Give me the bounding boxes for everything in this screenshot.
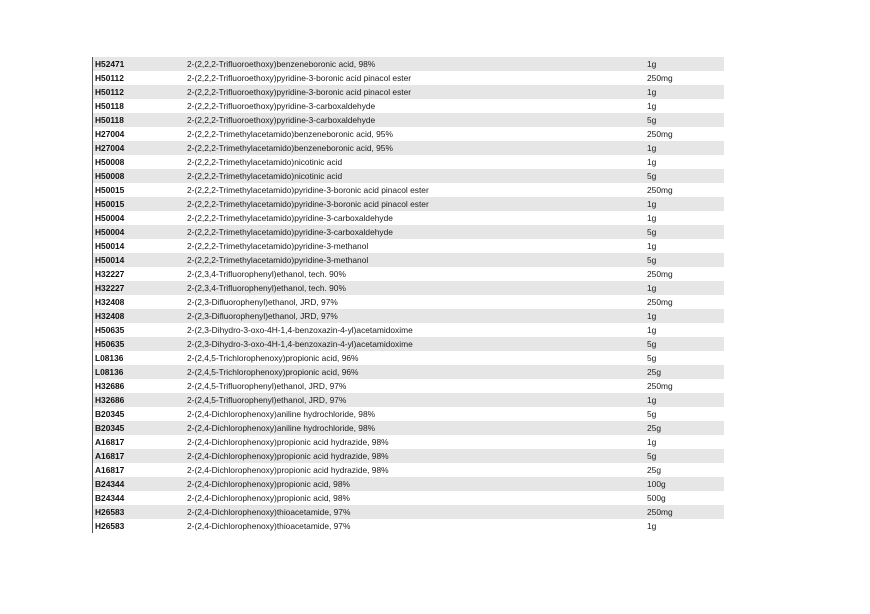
table-row xyxy=(92,253,724,267)
product-name: 2-(2,4-Dichlorophenoxy)aniline hydrochloride, 98% xyxy=(187,423,376,433)
table-row xyxy=(92,155,724,169)
product-name: 2-(2,3,4-Trifluorophenyl)ethanol, tech. 90% xyxy=(187,283,346,293)
table-row xyxy=(92,337,724,351)
product-code: H50015 xyxy=(95,199,125,209)
table-row xyxy=(92,323,724,337)
pack-size: 5g xyxy=(647,409,657,419)
table-row xyxy=(92,183,724,197)
pack-size: 250mg xyxy=(647,507,673,517)
pack-size: 1g xyxy=(647,241,657,251)
product-name: 2-(2,4-Dichlorophenoxy)thioacetamide, 97% xyxy=(187,521,351,531)
table-row xyxy=(92,519,724,533)
product-name: 2-(2,4,5-Trifluorophenyl)ethanol, JRD, 97% xyxy=(187,381,347,391)
product-name: 2-(2,2,2-Trifluoroethoxy)pyridine-3-carboxaldehyde xyxy=(187,101,376,111)
pack-size: 1g xyxy=(647,87,657,97)
pack-size: 1g xyxy=(647,283,657,293)
table-row xyxy=(92,463,724,477)
pack-size: 1g xyxy=(647,143,657,153)
product-code: A16817 xyxy=(95,437,125,447)
product-code: L08136 xyxy=(95,367,124,377)
product-name: 2-(2,2,2-Trimethylacetamido)benzeneboronic acid, 95% xyxy=(187,129,393,139)
product-name: 2-(2,4,5-Trifluorophenyl)ethanol, JRD, 97% xyxy=(187,395,347,405)
product-name: 2-(2,2,2-Trimethylacetamido)pyridine-3-carboxaldehyde xyxy=(187,227,393,237)
pack-size: 1g xyxy=(647,325,657,335)
product-name: 2-(2,2,2-Trifluoroethoxy)benzeneboronic acid, 98% xyxy=(187,59,376,69)
pack-size: 5g xyxy=(647,255,657,265)
pack-size: 25g xyxy=(647,423,661,433)
pack-size: 1g xyxy=(647,101,657,111)
product-name: 2-(2,3-Dihydro-3-oxo-4H-1,4-benzoxazin-4-yl)acetamidoxime xyxy=(187,339,413,349)
product-name: 2-(2,2,2-Trimethylacetamido)pyridine-3-methanol xyxy=(187,255,369,265)
product-code: H50118 xyxy=(95,115,124,125)
product-code: H27004 xyxy=(95,129,125,139)
table-row xyxy=(92,211,724,225)
pack-size: 5g xyxy=(647,353,657,363)
product-code: H50112 xyxy=(95,73,124,83)
product-code: B24344 xyxy=(95,479,125,489)
product-name: 2-(2,2,2-Trifluoroethoxy)pyridine-3-boronic acid pinacol ester xyxy=(187,87,412,97)
product-code: H50118 xyxy=(95,101,124,111)
pack-size: 5g xyxy=(647,339,657,349)
pack-size: 1g xyxy=(647,157,657,167)
product-name: 2-(2,4-Dichlorophenoxy)propionic acid hydrazide, 98% xyxy=(187,451,389,461)
table-row xyxy=(92,71,724,85)
product-name: 2-(2,4-Dichlorophenoxy)thioacetamide, 97% xyxy=(187,507,351,517)
pack-size: 250mg xyxy=(647,129,673,139)
pack-size: 250mg xyxy=(647,269,673,279)
product-code: H50015 xyxy=(95,185,125,195)
pack-size: 1g xyxy=(647,437,657,447)
product-code: H32408 xyxy=(95,311,125,321)
product-code: B24344 xyxy=(95,493,125,503)
product-name: 2-(2,2,2-Trimethylacetamido)pyridine-3-carboxaldehyde xyxy=(187,213,393,223)
table-row xyxy=(92,477,724,491)
pack-size: 1g xyxy=(647,213,657,223)
product-name: 2-(2,2,2-Trifluoroethoxy)pyridine-3-carboxaldehyde xyxy=(187,115,376,125)
product-name: 2-(2,2,2-Trifluoroethoxy)pyridine-3-boronic acid pinacol ester xyxy=(187,73,412,83)
product-name: 2-(2,2,2-Trimethylacetamido)pyridine-3-methanol xyxy=(187,241,369,251)
product-code: H32686 xyxy=(95,395,125,405)
table-row xyxy=(92,197,724,211)
product-table xyxy=(92,57,724,533)
product-code: H32227 xyxy=(95,269,125,279)
product-name: 2-(2,4-Dichlorophenoxy)propionic acid, 98% xyxy=(187,479,350,489)
table-row xyxy=(92,141,724,155)
table-row xyxy=(92,99,724,113)
table-row xyxy=(92,351,724,365)
product-code: B20345 xyxy=(95,409,125,419)
product-name: 2-(2,3-Difluorophenyl)ethanol, JRD, 97% xyxy=(187,311,338,321)
product-code: B20345 xyxy=(95,423,125,433)
table-row xyxy=(92,169,724,183)
product-name: 2-(2,4-Dichlorophenoxy)aniline hydrochloride, 98% xyxy=(187,409,376,419)
pack-size: 250mg xyxy=(647,185,673,195)
product-code: H32686 xyxy=(95,381,125,391)
pack-size: 1g xyxy=(647,521,657,531)
product-code: H26583 xyxy=(95,521,125,531)
product-code: H50635 xyxy=(95,339,125,349)
product-name: 2-(2,3-Dihydro-3-oxo-4H-1,4-benzoxazin-4-yl)acetamidoxime xyxy=(187,325,413,335)
product-code: H50014 xyxy=(95,255,125,265)
pack-size: 250mg xyxy=(647,381,673,391)
table-row xyxy=(92,505,724,519)
product-code: H50014 xyxy=(95,241,125,251)
product-name: 2-(2,4-Dichlorophenoxy)propionic acid hydrazide, 98% xyxy=(187,437,389,447)
pack-size: 1g xyxy=(647,199,657,209)
pack-size: 100g xyxy=(647,479,666,489)
product-name: 2-(2,2,2-Trimethylacetamido)benzeneboronic acid, 95% xyxy=(187,143,393,153)
pack-size: 1g xyxy=(647,311,657,321)
pack-size: 25g xyxy=(647,465,661,475)
pack-size: 25g xyxy=(647,367,661,377)
pack-size: 5g xyxy=(647,451,657,461)
pack-size: 1g xyxy=(647,395,657,405)
product-code: H50004 xyxy=(95,213,125,223)
product-code: H26583 xyxy=(95,507,125,517)
product-code: H32408 xyxy=(95,297,125,307)
table-row xyxy=(92,295,724,309)
pack-size: 1g xyxy=(647,59,657,69)
product-code: H27004 xyxy=(95,143,125,153)
table-row xyxy=(92,127,724,141)
product-code: H52471 xyxy=(95,59,125,69)
pack-size: 250mg xyxy=(647,73,673,83)
product-name: 2-(2,2,2-Trimethylacetamido)nicotinic acid xyxy=(187,157,343,167)
product-code: H50004 xyxy=(95,227,125,237)
product-code: A16817 xyxy=(95,465,125,475)
table-row xyxy=(92,365,724,379)
product-name: 2-(2,2,2-Trimethylacetamido)pyridine-3-boronic acid pinacol ester xyxy=(187,199,429,209)
table-row xyxy=(92,449,724,463)
table-row xyxy=(92,281,724,295)
table-row xyxy=(92,379,724,393)
product-name: 2-(2,2,2-Trimethylacetamido)pyridine-3-boronic acid pinacol ester xyxy=(187,185,429,195)
table-row xyxy=(92,57,724,71)
product-code: A16817 xyxy=(95,451,125,461)
product-name: 2-(2,2,2-Trimethylacetamido)nicotinic acid xyxy=(187,171,343,181)
table-row xyxy=(92,239,724,253)
product-name: 2-(2,4,5-Trichlorophenoxy)propionic acid, 96% xyxy=(187,353,359,363)
product-name: 2-(2,4-Dichlorophenoxy)propionic acid hydrazide, 98% xyxy=(187,465,389,475)
table-row xyxy=(92,393,724,407)
table-row xyxy=(92,267,724,281)
product-code: H50635 xyxy=(95,325,125,335)
table-row xyxy=(92,225,724,239)
pack-size: 500g xyxy=(647,493,666,503)
table-row xyxy=(92,491,724,505)
table-row xyxy=(92,407,724,421)
pack-size: 5g xyxy=(647,227,657,237)
table-row xyxy=(92,435,724,449)
product-name: 2-(2,4,5-Trichlorophenoxy)propionic acid, 96% xyxy=(187,367,359,377)
table-row xyxy=(92,113,724,127)
table-row xyxy=(92,309,724,323)
product-code: H50008 xyxy=(95,171,125,181)
pack-size: 5g xyxy=(647,171,657,181)
product-name: 2-(2,3,4-Trifluorophenyl)ethanol, tech. 90% xyxy=(187,269,346,279)
product-code: H50008 xyxy=(95,157,125,167)
pack-size: 250mg xyxy=(647,297,673,307)
table-row xyxy=(92,421,724,435)
product-name: 2-(2,4-Dichlorophenoxy)propionic acid, 98% xyxy=(187,493,350,503)
product-code: H50112 xyxy=(95,87,124,97)
table-row xyxy=(92,85,724,99)
product-code: H32227 xyxy=(95,283,125,293)
product-name: 2-(2,3-Difluorophenyl)ethanol, JRD, 97% xyxy=(187,297,338,307)
product-code: L08136 xyxy=(95,353,124,363)
pack-size: 5g xyxy=(647,115,657,125)
